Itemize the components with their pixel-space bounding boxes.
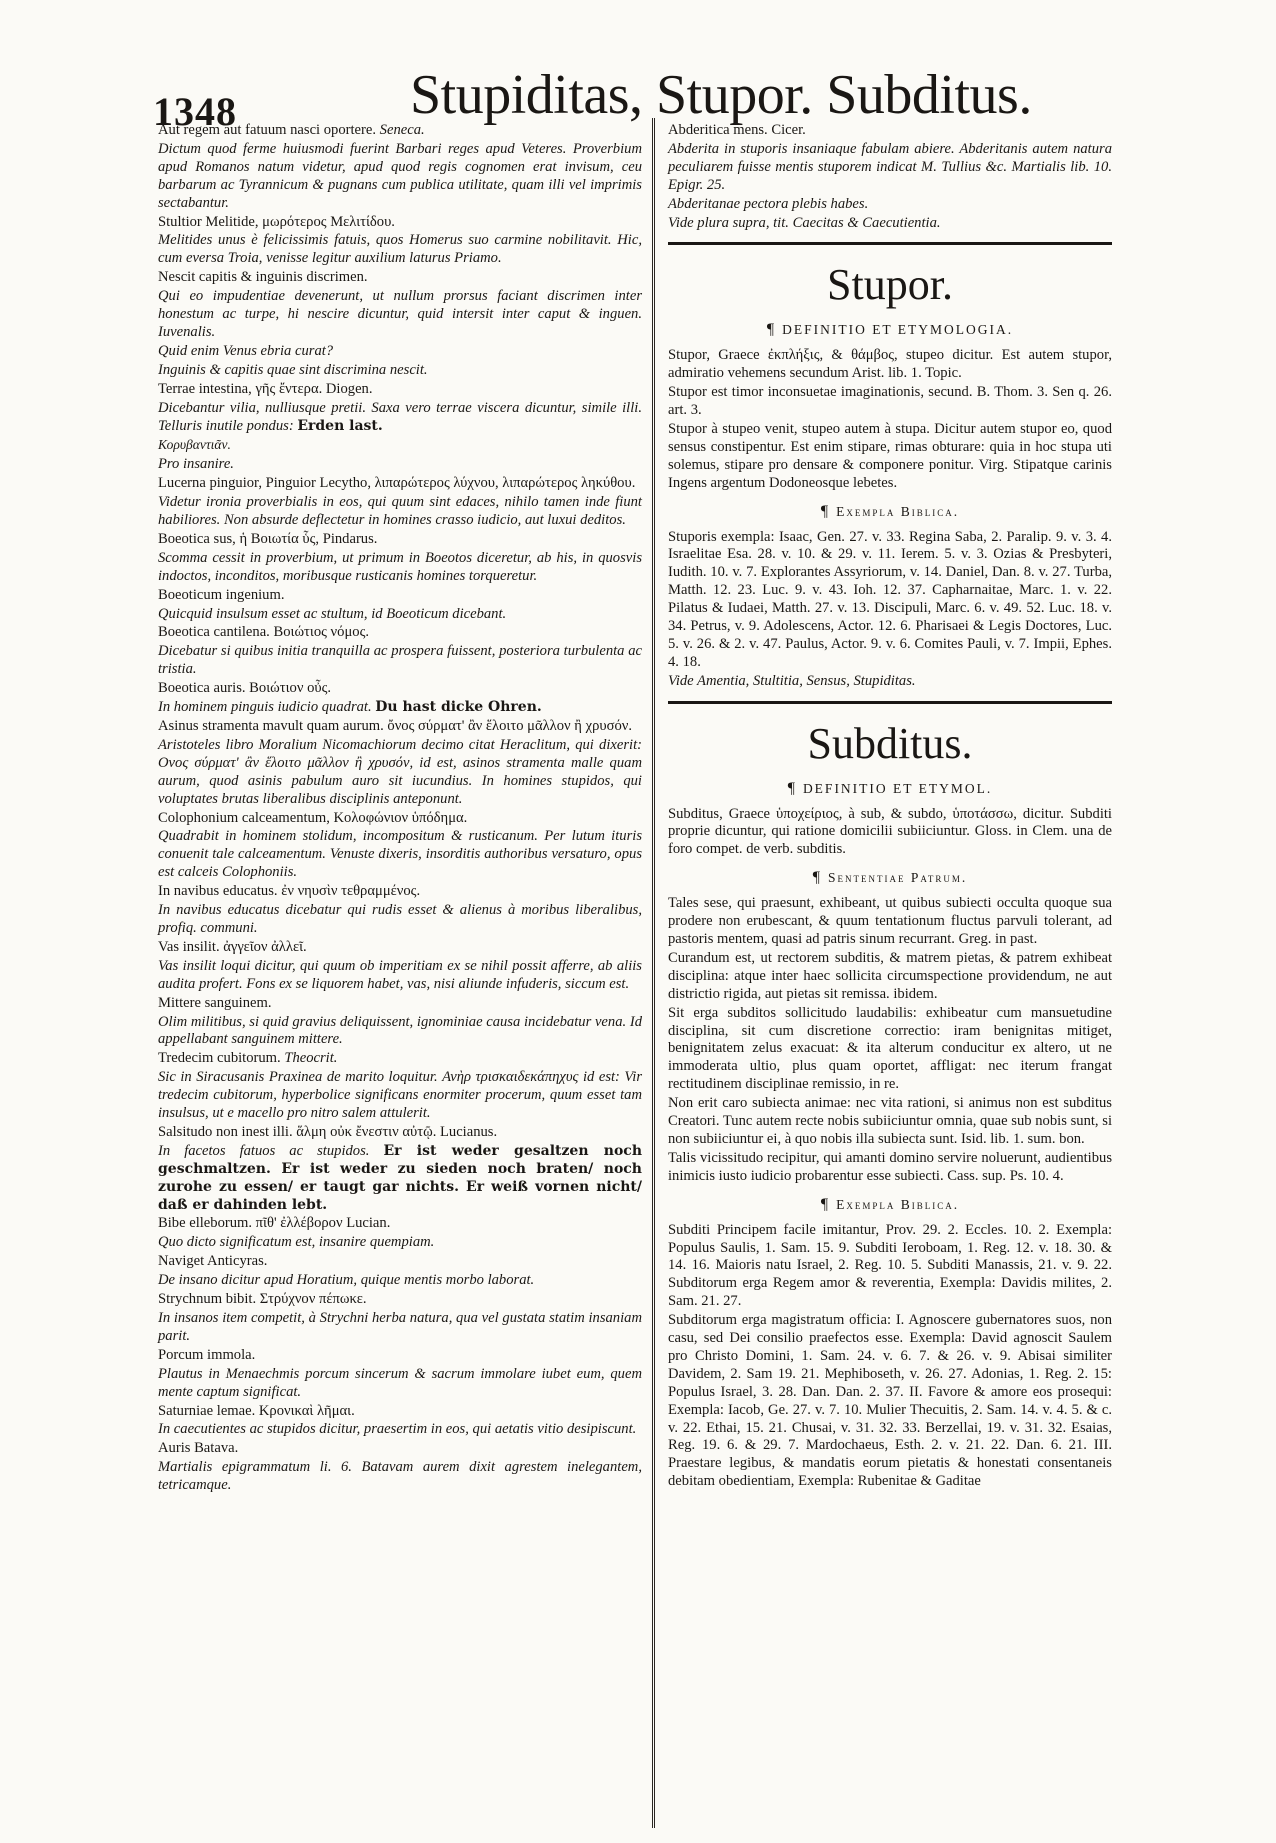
- proverb-paragraph: [158, 1403, 642, 1421]
- proverb-paragraph: [158, 141, 642, 213]
- proverb-paragraph: [158, 958, 642, 994]
- entry-text: Subditorum erga magistratum officia: I. Agnoscere gubernatores suos, non casu, sed Dei consilio praefectos esse. Exempla: David agnoscit Saulem pro Christo Domini, 1. Sam. 24. v. 6. 7. & 26. v. 9. Abisai similiter Davidem, 2. Sam 19. 21. Mephiboseth, v. 26. 27. Adonias, 1. Reg. 2. 15: Populus Israel, 3. 28. Dan. Dan. 2. 37. II. Favore & amore eos prosequi: Exempla: Iacob, Ge. 27. v. 7. 10. Mulier Thecuitis, 2. Sam. 14. v. 4. 5. & c. v. 22. Ethai, 15. 21. Chusai, v. 31. 32. 33. Berzellai, 19. v. 31. 32. Esaias, Reg. 19. 6. & 29. 7. Mardochaeus, Esth. 2. v. 21. 22. Dan. 6. 21. III. Praestare legibus, & mandatis eorum pietatis & honestati consentaneis debitam obedientiam, Exempla: Rubenitae & Gaditae: [668, 1312, 1112, 1490]
- proverb-paragraph: [158, 494, 642, 530]
- section-title-subditus: Subditus.: [807, 718, 973, 768]
- proverb-text: Salsitudo non inest illi. ἅλμη οὐκ ἔνεστιν αὐτῷ. Lucianus.: [158, 1123, 498, 1140]
- proverb-text: Auris Batava.: [158, 1440, 239, 1457]
- proverb-paragraph: [158, 1069, 642, 1123]
- proverb-text: Erden last.: [297, 417, 383, 434]
- proverb-text: Vas insilit. ἀγγεῖον ἀλλεῖ.: [158, 938, 307, 955]
- proverb-text: Pro insanire.: [158, 456, 234, 473]
- proverb-text: Dicebatur si quibus initia tranquilla ac prospera fuissent, posteriora turbulenta ac tristia.: [158, 643, 642, 678]
- entry-text: Stupor est timor inconsuetae imaginationis, secund. B. Thom. 3. Sen q. 26. art. 3.: [668, 384, 1112, 419]
- proverb-paragraph: [158, 699, 642, 717]
- proverb-paragraph: [158, 1215, 642, 1233]
- proverb-text: Nescit capitis & inguinis discrimen.: [158, 269, 368, 286]
- proverb-text: Naviget Anticyras.: [158, 1253, 268, 1270]
- left-column: [158, 122, 642, 1496]
- proverb-paragraph: [158, 995, 642, 1013]
- proverb-text: Plautus in Menaechmis porcum sincerum & sacrum immolare iubet eum, quem mente captum significat.: [158, 1365, 642, 1400]
- proverb-text: Theocrit.: [284, 1050, 338, 1067]
- proverb-paragraph: [158, 1014, 642, 1050]
- proverb-paragraph: [158, 1291, 642, 1309]
- proverb-text: Melitides unus è felicissimis fatuis, quos Homerus suo carmine nobilitavit. Hic, cum eversa Troia, venisse legitur auxilium laturus Priamo.: [158, 232, 642, 267]
- proverb-text: Bibe elleborum. πῖθ' ἐλλέβορον Lucian.: [158, 1215, 391, 1232]
- stupor-examples-heading: ¶ Exempla Biblica.: [820, 502, 960, 520]
- proverb-text: Strychnum bibit. Στρύχνον πέπωκε.: [158, 1291, 367, 1308]
- proverb-text: Sic in Siracusanis Praxinea de marito loquitur. Ανὴρ τρισκαιδεκάπηχυς id est: Vir tredecim cubitorum, hyperbolice significans enormiter procerum, quum esset tam insulsus, ut e macello pro nitro salem attulerit.: [158, 1069, 642, 1122]
- proverb-paragraph: [158, 288, 642, 342]
- proverb-text: Er ist weder gesaltzen noch geschmaltzen. Er ist weder zu sieden noch braten/ noch zurohe zu essen/ er taugt gar nichts. Er weiß vornen nicht/ daß er dahinden lebt.: [158, 1142, 642, 1213]
- proverb-paragraph: [158, 343, 642, 361]
- proverb-paragraph: [158, 680, 642, 698]
- proverb-text: Dicebantur vilia, nulliusque pretii. Saxa vero terrae viscera dicuntur, simile illi. Telluris inutile pondus:: [158, 399, 642, 434]
- entry-paragraph: [668, 384, 1112, 420]
- proverb-paragraph: [158, 1050, 642, 1068]
- proverb-paragraph: [158, 1124, 642, 1142]
- proverb-paragraph: [158, 1366, 642, 1402]
- entry-text: Abderita in stuporis insaniaque fabulam abiere. Abderitanis autem natura peculiarem fuisse mentis stuporem indicat M. Tullius &c. Martialis lib. 10. Epigr. 25.: [668, 140, 1112, 193]
- entry-paragraph: [668, 122, 1112, 140]
- page-title: Stupiditas, Stupor. Subditus.: [410, 64, 1032, 126]
- proverb-paragraph: [158, 902, 642, 938]
- entry-text: Sit erga subditos sollicitudo laudabilis: exhibeatur cum mansuetudine disciplina, sit cum discretione correctio: iram benignitas mitiget, benignitatem zelus exacuat: & ita alterum conducitur ex altero, ut ne immoderata ultio, plus quam oportet, affligat: nec iterum frangat rectitudinem disciplinae remissio, in re.: [668, 1004, 1112, 1093]
- proverb-text: In caecutientes ac stupidos dicitur, praesertim in eos, qui aetatis vitio desipiscunt.: [158, 1421, 637, 1438]
- proverb-paragraph: [158, 269, 642, 287]
- proverb-text: Terrae intestina, γῆς ἔντερα. Diogen.: [158, 380, 373, 397]
- proverb-text: In navibus educatus dicebatur qui rudis esset & alienus à moribus liberalibus, profiq. communi.: [158, 902, 642, 936]
- entry-text: Abderitica mens. Cicer.: [668, 122, 806, 138]
- proverb-paragraph: [158, 550, 642, 586]
- entry-text: Talis vicissitudo recipitur, qui amanti domino servire noluerunt, audientibus inimicis iusto iudicio probarentur esse subiecti. Cass. sup. Ps. 10. 4.: [668, 1149, 1112, 1184]
- subditus-sententiae-heading: ¶ Sententiae Patrum.: [812, 869, 968, 887]
- proverb-text: Olim militibus, si quid gravius deliquissent, ignominiae causa incidebatur vena. Id appellabant sanguinem mittere.: [158, 1013, 642, 1048]
- proverb-paragraph: [158, 883, 642, 901]
- proverb-paragraph: [158, 643, 642, 679]
- page-number: 1348: [153, 89, 237, 134]
- proverb-text: Seneca.: [379, 122, 425, 138]
- entry-text: Abderitanae pectora plebis habes.: [668, 195, 869, 212]
- section-rule: [668, 242, 1112, 245]
- proverb-text: Quicquid insulsum esset ac stultum, id Boeoticum dicebant.: [158, 605, 507, 622]
- right-column: [668, 122, 1112, 1492]
- proverb-text: In facetos fatuos ac stupidos.: [158, 1142, 384, 1159]
- entry-paragraph: [668, 421, 1112, 493]
- entry-paragraph: [668, 347, 1112, 383]
- proverb-text: Vas insilit loqui dicitur, qui quum ob imperitiam ex se nihil possit afferre, ab aliis audita profert. Fons ex se liquorem habet, vas, nisi aliunde infuderis, siccum est.: [158, 957, 642, 992]
- proverb-paragraph: [158, 381, 642, 399]
- proverb-text: Boeoticum ingenium.: [158, 586, 285, 603]
- entry-paragraph: [668, 1005, 1112, 1095]
- entry-text: Stupor, Graece ἐκπλήξις, & θάμβος, stupeo dicitur. Est autem stupor, admiratio vehemens secundum Arist. lib. 1. Topic.: [668, 347, 1112, 382]
- proverb-text: Scomma cessit in proverbium, ut primum in Boeotos diceretur, ab his, in quosvis indoctos, inconditos, moribusque rusticanis homines torqueretur.: [158, 549, 642, 584]
- proverb-paragraph: [158, 1143, 642, 1215]
- entry-text: Vide Amentia, Stultitia, Sensus, Stupiditas.: [668, 672, 916, 689]
- proverb-paragraph: [158, 436, 642, 455]
- proverb-text: Dictum quod ferme huiusmodi fuerint Barbari reges apud Veteres. Proverbium apud Romanos natum videtur, apud quod regis cognomen erat invisum, ceu barbarum ac Tyrannicum & pugnans cum publica utilitate, quam illi vel imprimis sectabantur.: [158, 140, 642, 211]
- proverb-paragraph: [158, 1440, 642, 1458]
- entry-text: Stuporis exempla: Isaac, Gen. 27. v. 33. Regina Saba, 2. Paralip. 9. v. 3. 4. Israelitae Esa. 28. v. 10. & 29. v. 11. Ierem. 5. v. 3. Ozias & Presbyteri, Iudith. 10. v. 7. Explorantes Assyriorum, v. 14. Daniel, Dan. 8. v. 27. Turba, Matth. 12. 23. Luc. 9. v. 43. Ioh. 12. 37. Capharnaitae, Marc. 1. v. 22. Pilatus & Iudaei, Matth. 27. v. 13. Discipuli, Marc. 6. v. 49. 52. Luc. 18. v. 34. Petrus, v. 9. Adolescens, Actor. 12. 6. Pharisaei & Legis Doctores, Luc. 5. v. 26. & 2. v. 47. Paulus, Actor. 9. v. 6. Comites Pauli, v. 7. Impii, Ephes. 4. 18.: [668, 528, 1112, 670]
- proverb-text: In navibus educatus. ἐν νηυσὶν τεθραμμένος.: [158, 883, 421, 900]
- entry-paragraph: [668, 806, 1112, 860]
- entry-paragraph: [668, 1222, 1112, 1312]
- proverb-text: Quid enim Venus ebria curat?: [158, 342, 334, 359]
- proverb-text: Lucerna pinguior, Pinguior Lecytho, λιπαρώτερος λύχνου, λιπαρώτερος ληκύθου.: [158, 475, 636, 492]
- proverb-paragraph: [158, 531, 642, 549]
- proverb-text: De insano dicitur apud Horatium, quique mentis morbo laborat.: [158, 1272, 535, 1289]
- entry-text: Subditi Principem facile imitantur, Prov. 29. 2. Eccles. 10. 2. Exempla: Populus Saulis, 1. Sam. 15. 9. Subditi Ieroboam, 1. Reg. 12. v. 18. 30. & 14. 16. Maioris natu Israel, 2. Reg. 10. 5. Subditi Manassis, 21. v. 9. 22. Subditorum erga Regem amor & reverentia, Exempla: Davidis milites, 2. Sam. 21. 27.: [668, 1221, 1112, 1310]
- proverb-paragraph: [158, 1253, 642, 1271]
- proverb-paragraph: [158, 214, 642, 232]
- proverb-text: Colophonium calceamentum, Κολοφώνιον ὑπόδημα.: [158, 809, 468, 826]
- proverb-text: Aut regem aut fatuum nasci oportere.: [158, 122, 380, 138]
- proverb-paragraph: [158, 456, 642, 474]
- proverb-text: In insanos item competit, à Strychni herba natura, qua vel gustata statim insaniam parit.: [158, 1310, 642, 1344]
- entry-paragraph: [668, 1150, 1112, 1186]
- proverb-text: Du hast dicke Ohren.: [375, 699, 542, 716]
- proverb-text: Porcum immola.: [158, 1346, 256, 1363]
- proverb-paragraph: [158, 1421, 642, 1439]
- entry-paragraph: [668, 215, 1112, 233]
- proverb-paragraph: [158, 1310, 642, 1346]
- proverb-paragraph: [158, 606, 642, 624]
- proverb-text: Quo dicto significatum est, insanire quempiam.: [158, 1234, 435, 1251]
- entry-text: Subditus, Graece ὑποχείριος, à sub, & subdo, ὑποτάσσω, dicitur. Subditi proprie dicuntur, qui ratione domicilii subiiciuntur. Gloss. in Clem. una de foro compet. de verb. subditis.: [668, 805, 1112, 858]
- proverb-text: Tredecim cubitorum.: [158, 1050, 285, 1067]
- subditus-definition-heading: ¶ DEFINITIO ET ETYMOL.: [787, 779, 993, 797]
- proverb-paragraph: [158, 718, 642, 736]
- proverb-text: Boeotica sus, ἡ Βοιωτία ὗς, Pindarus.: [158, 530, 378, 547]
- proverb-text: Martialis epigrammatum li. 6. Batavam aurem dixit agrestem inelegantem, tetricamque.: [158, 1459, 642, 1494]
- stupor-examples: [668, 529, 1112, 691]
- proverb-paragraph: [158, 939, 642, 957]
- entry-text: Non erit caro subiecta animae: nec vita rationi, si animus non est subditus Creatori. Tunc autem recte nobis subiiciuntur omnia, quae sub nobis sunt, si non subiiciuntur ei, à quo nobis illa subiecta sunt. Isid. lib. 1. sum. bon.: [668, 1095, 1112, 1147]
- section-rule: [668, 701, 1112, 704]
- proverb-text: Κορυβαντιᾶν.: [158, 437, 231, 453]
- proverb-text: Aristoteles libro Moralium Nicomachiorum decimo citat Heraclitum, qui dixerit: Ονος σύρματ' ἂν ἕλοιτο μᾶλλον ἢ χρυσόν, id est, asinos stramenta malle quam aurum, quod asinis pabulum auro sit iucundius. In homines stupidos, qui voluptates brutas liberalibus disciplinis anteponunt.: [158, 736, 642, 807]
- subditus-examples: [668, 1222, 1112, 1492]
- proverb-text: Qui eo impudentiae devenerunt, ut nullum prorsus faciant discrimen inter honestum ac turpe, hi nescire dicuntur, quid intersit inter caput & inguen. Iuvenalis.: [158, 288, 642, 340]
- proverb-paragraph: [158, 810, 642, 828]
- proverb-text: Boeotica cantilena. Βοιώτιος νόμος.: [158, 624, 370, 641]
- proverb-paragraph: [158, 1459, 642, 1495]
- entry-paragraph: [668, 673, 1112, 691]
- subditus-examples-heading: ¶ Exempla Biblica.: [820, 1195, 960, 1213]
- proverb-paragraph: [158, 400, 642, 436]
- proverb-paragraph: [158, 362, 642, 380]
- proverb-paragraph: [158, 587, 642, 605]
- proverb-text: Boeotica auris. Βοιώτιον οὖς.: [158, 680, 332, 697]
- proverb-paragraph: [158, 737, 642, 809]
- proverb-paragraph: [158, 1272, 642, 1290]
- section-title-stupor: Stupor.: [827, 260, 953, 310]
- entry-paragraph: [668, 529, 1112, 672]
- entry-text: Stupor à stupeo venit, stupeo autem à stupa. Dicitur autem stupor eo, quod sensus constipentur. Est enim stipare, rimas obturare: quia in hoc stupa uti solemus, stipare pro densare & componere ponitur. Virg. Stipatque carinis Ingens argentum Dodoneosque lebetes.: [668, 420, 1112, 491]
- entry-paragraph: [668, 1312, 1112, 1491]
- column-divider: [652, 118, 655, 1828]
- proverb-paragraph: [158, 624, 642, 642]
- entry-text: Vide plura supra, tit. Caecitas & Caecutientia.: [668, 214, 941, 231]
- stupor-definition-heading: ¶ DEFINITIO ET ETYMOLOGIA.: [766, 321, 1014, 339]
- proverb-paragraph: [158, 828, 642, 882]
- proverb-paragraph: [158, 475, 642, 493]
- proverb-text: In hominem pinguis iudicio quadrat.: [158, 699, 376, 716]
- entry-paragraph: [668, 141, 1112, 195]
- proverb-text: Inguinis & capitis quae sint discrimina nescit.: [158, 361, 428, 378]
- entry-text: Curandum est, ut rectorem subditis, & matrem pietas, & patrem exhibeat disciplina: atque inter haec sollicita circumspectione providendum, ne aut districtio rigida, aut pietas sit remissa. ibidem.: [668, 949, 1112, 1002]
- proverb-paragraph: [158, 122, 642, 140]
- stupor-definition: [668, 347, 1112, 492]
- entry-text: Tales sese, qui praesunt, exhibeant, ut quibus subiecti occulta quoque sua prodere non erubescant, & quum tentationum fluctus parvuli tolerant, ad pastoris mentem, quasi ad patris sinum recurrant. Greg. in past.: [668, 895, 1112, 947]
- proverb-text: Quadrabit in hominem stolidum, incompositum & rusticanum. Per lutum ituris conuenit tale calceamentum. Venuste dixeris, insorditis authoribus versaturo, opus est calceis Colophoniis.: [158, 828, 642, 881]
- proverb-paragraph: [158, 1347, 642, 1365]
- entry-paragraph: [668, 895, 1112, 949]
- proverb-paragraph: [158, 232, 642, 268]
- stupiditas-continuation: [668, 122, 1112, 232]
- proverb-text: Mittere sanguinem.: [158, 994, 272, 1011]
- proverb-text: Saturniae lemae. Κρονικαὶ λῆμαι.: [158, 1402, 355, 1419]
- entry-paragraph: [668, 1095, 1112, 1149]
- proverb-paragraph: [158, 1234, 642, 1252]
- proverb-text: Videtur ironia proverbialis in eos, qui quum sint edaces, nihilo tamen inde fiunt habiliores. Non absurde deflectetur in homines crasso iudicio, aut luxui deditos.: [158, 494, 642, 529]
- proverb-text: Asinus stramenta mavult quam aurum. ὄνος σύρματ' ἂν ἕλοιτο μᾶλλον ἢ χρυσόν.: [158, 718, 632, 734]
- entry-paragraph: [668, 950, 1112, 1004]
- entry-paragraph: [668, 196, 1112, 214]
- subditus-definition: [668, 806, 1112, 860]
- proverb-text: Stultior Melitide, μωρότερος Μελιτίδου.: [158, 213, 395, 230]
- subditus-sententiae: [668, 895, 1112, 1186]
